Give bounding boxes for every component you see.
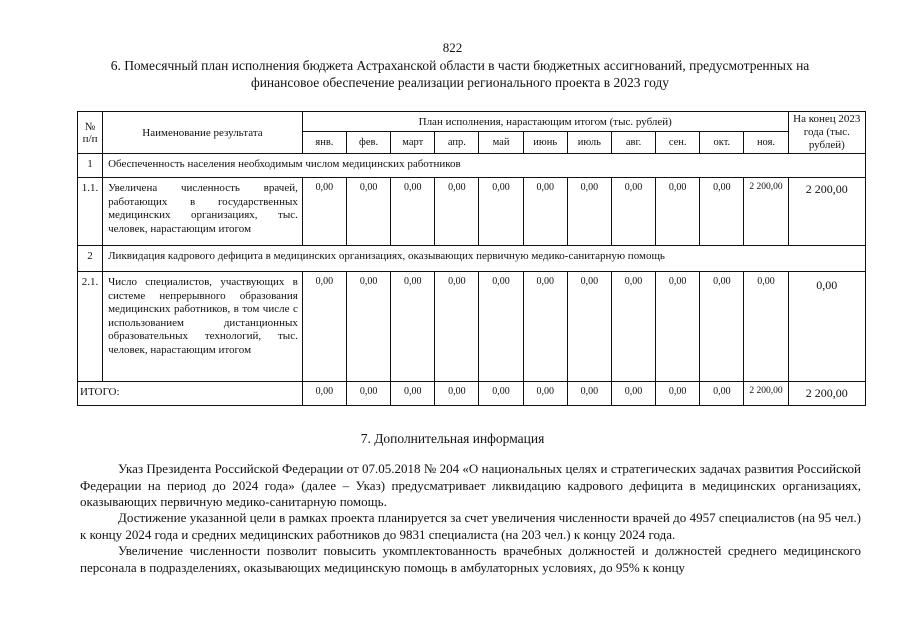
table-row: [78, 272, 866, 382]
month-header: фев.: [347, 132, 391, 154]
value-cell: 0,00: [523, 272, 567, 382]
value-cell: 0,00: [347, 272, 391, 382]
month-header: окт.: [700, 132, 744, 154]
section-7-title: 7. Дополнительная информация: [360, 431, 545, 446]
total-value-cell: 0,00: [700, 382, 744, 406]
table-row: [78, 178, 866, 246]
value-cell: 2 200,00: [744, 178, 788, 246]
total-value-cell: 0,00: [479, 382, 523, 406]
month-header: июнь: [523, 132, 567, 154]
month-header: янв.: [302, 132, 346, 154]
total-value-cell: 0,00: [567, 382, 611, 406]
row-total: 0,00: [788, 272, 865, 382]
month-header: май: [479, 132, 523, 154]
total-value-cell: 0,00: [523, 382, 567, 406]
month-header: авг.: [611, 132, 655, 154]
total-value-cell: 0,00: [302, 382, 346, 406]
value-cell: 0,00: [744, 272, 788, 382]
header-year-end: На конец 2023 года (тыс. рублей): [788, 112, 865, 154]
value-cell: 0,00: [302, 178, 346, 246]
value-cell: 0,00: [302, 272, 346, 382]
value-cell: 0,00: [391, 272, 435, 382]
total-row: [78, 382, 866, 406]
group-num: 2: [78, 246, 103, 272]
total-value-cell: 0,00: [347, 382, 391, 406]
value-cell: 0,00: [435, 272, 479, 382]
value-cell: 0,00: [656, 178, 700, 246]
group-row-1: [78, 154, 866, 178]
total-label: ИТОГО:: [78, 382, 303, 406]
paragraph-goal: Достижение указанной цели в рамках проекта планируется за счет увеличения численности врачей до 4957 специалистов (на 95 чел.) к концу 2024 года и средних медицинских работников до 9831 специалиста (на 203 чел.) к концу 2024 года.: [80, 510, 861, 542]
row-name: Число специалистов, участвующих в системе непрерывного образования медицинских работников, в том числе с использованием дистанционных образовательных технологий, тыс. человек, нарастающим итогом: [103, 272, 303, 382]
page-number: 822: [442, 40, 463, 55]
value-cell: 0,00: [479, 272, 523, 382]
budget-plan-table: [77, 111, 866, 406]
section-6-title-line-1: 6. Помесячный план исполнения бюджета Астраханской области в части бюджетных ассигнований, предусмотренных на: [110, 58, 810, 73]
month-header: сен.: [656, 132, 700, 154]
group-title: Ликвидация кадрового дефицита в медицинских организациях, оказывающих первичную медико-санитарную помощь: [103, 246, 866, 272]
row-total: 2 200,00: [788, 178, 865, 246]
header-result-name: Наименование результата: [103, 112, 303, 154]
value-cell: 0,00: [611, 272, 655, 382]
value-cell: 0,00: [391, 178, 435, 246]
table-header-row-1: [78, 112, 866, 132]
value-cell: 0,00: [656, 272, 700, 382]
group-num: 1: [78, 154, 103, 178]
value-cell: 0,00: [347, 178, 391, 246]
paragraph-decree: Указ Президента Российской Федерации от 07.05.2018 № 204 «О национальных целях и стратегических задачах развития Российской Федерации на период до 2024 года» (далее – Указ) предусматривает ликвидацию кадрового дефицита в медицинских организациях, оказывающих первичную медико-санитарную помощь.: [80, 461, 861, 509]
total-value-cell: 0,00: [611, 382, 655, 406]
header-num: № п/п: [78, 112, 103, 154]
row-num: 2.1.: [78, 272, 103, 382]
value-cell: 0,00: [435, 178, 479, 246]
month-header: март: [391, 132, 435, 154]
month-header: июль: [567, 132, 611, 154]
header-plan: План исполнения, нарастающим итогом (тыс. рублей): [302, 112, 788, 132]
month-header: апр.: [435, 132, 479, 154]
month-header: ноя.: [744, 132, 788, 154]
section-6-title: [60, 57, 860, 91]
value-cell: 0,00: [567, 272, 611, 382]
total-value-cell: 2 200,00: [744, 382, 788, 406]
group-row-2: [78, 246, 866, 272]
value-cell: 0,00: [567, 178, 611, 246]
grand-total: 2 200,00: [788, 382, 865, 406]
row-name: Увеличена численность врачей, работающих в государственных медицинских организациях, тыс. человек, нарастающим итогом: [103, 178, 303, 246]
section-6-title-line-2: финансовое обеспечение реализации регионального проекта в 2023 году: [250, 75, 670, 90]
total-value-cell: 0,00: [656, 382, 700, 406]
group-title: Обеспеченность населения необходимым числом медицинских работников: [103, 154, 866, 178]
value-cell: 0,00: [700, 272, 744, 382]
total-value-cell: 0,00: [435, 382, 479, 406]
value-cell: 0,00: [700, 178, 744, 246]
value-cell: 0,00: [479, 178, 523, 246]
paragraph-staffing: Увеличение численности позволит повысить укомплектованность врачебных должностей и должностей среднего медицинского персонала в подразделениях, оказывающих медицинскую помощь в амбулаторных условиях, до 95% к концу: [80, 543, 861, 575]
total-value-cell: 0,00: [391, 382, 435, 406]
value-cell: 0,00: [523, 178, 567, 246]
value-cell: 0,00: [611, 178, 655, 246]
row-num: 1.1.: [78, 178, 103, 246]
